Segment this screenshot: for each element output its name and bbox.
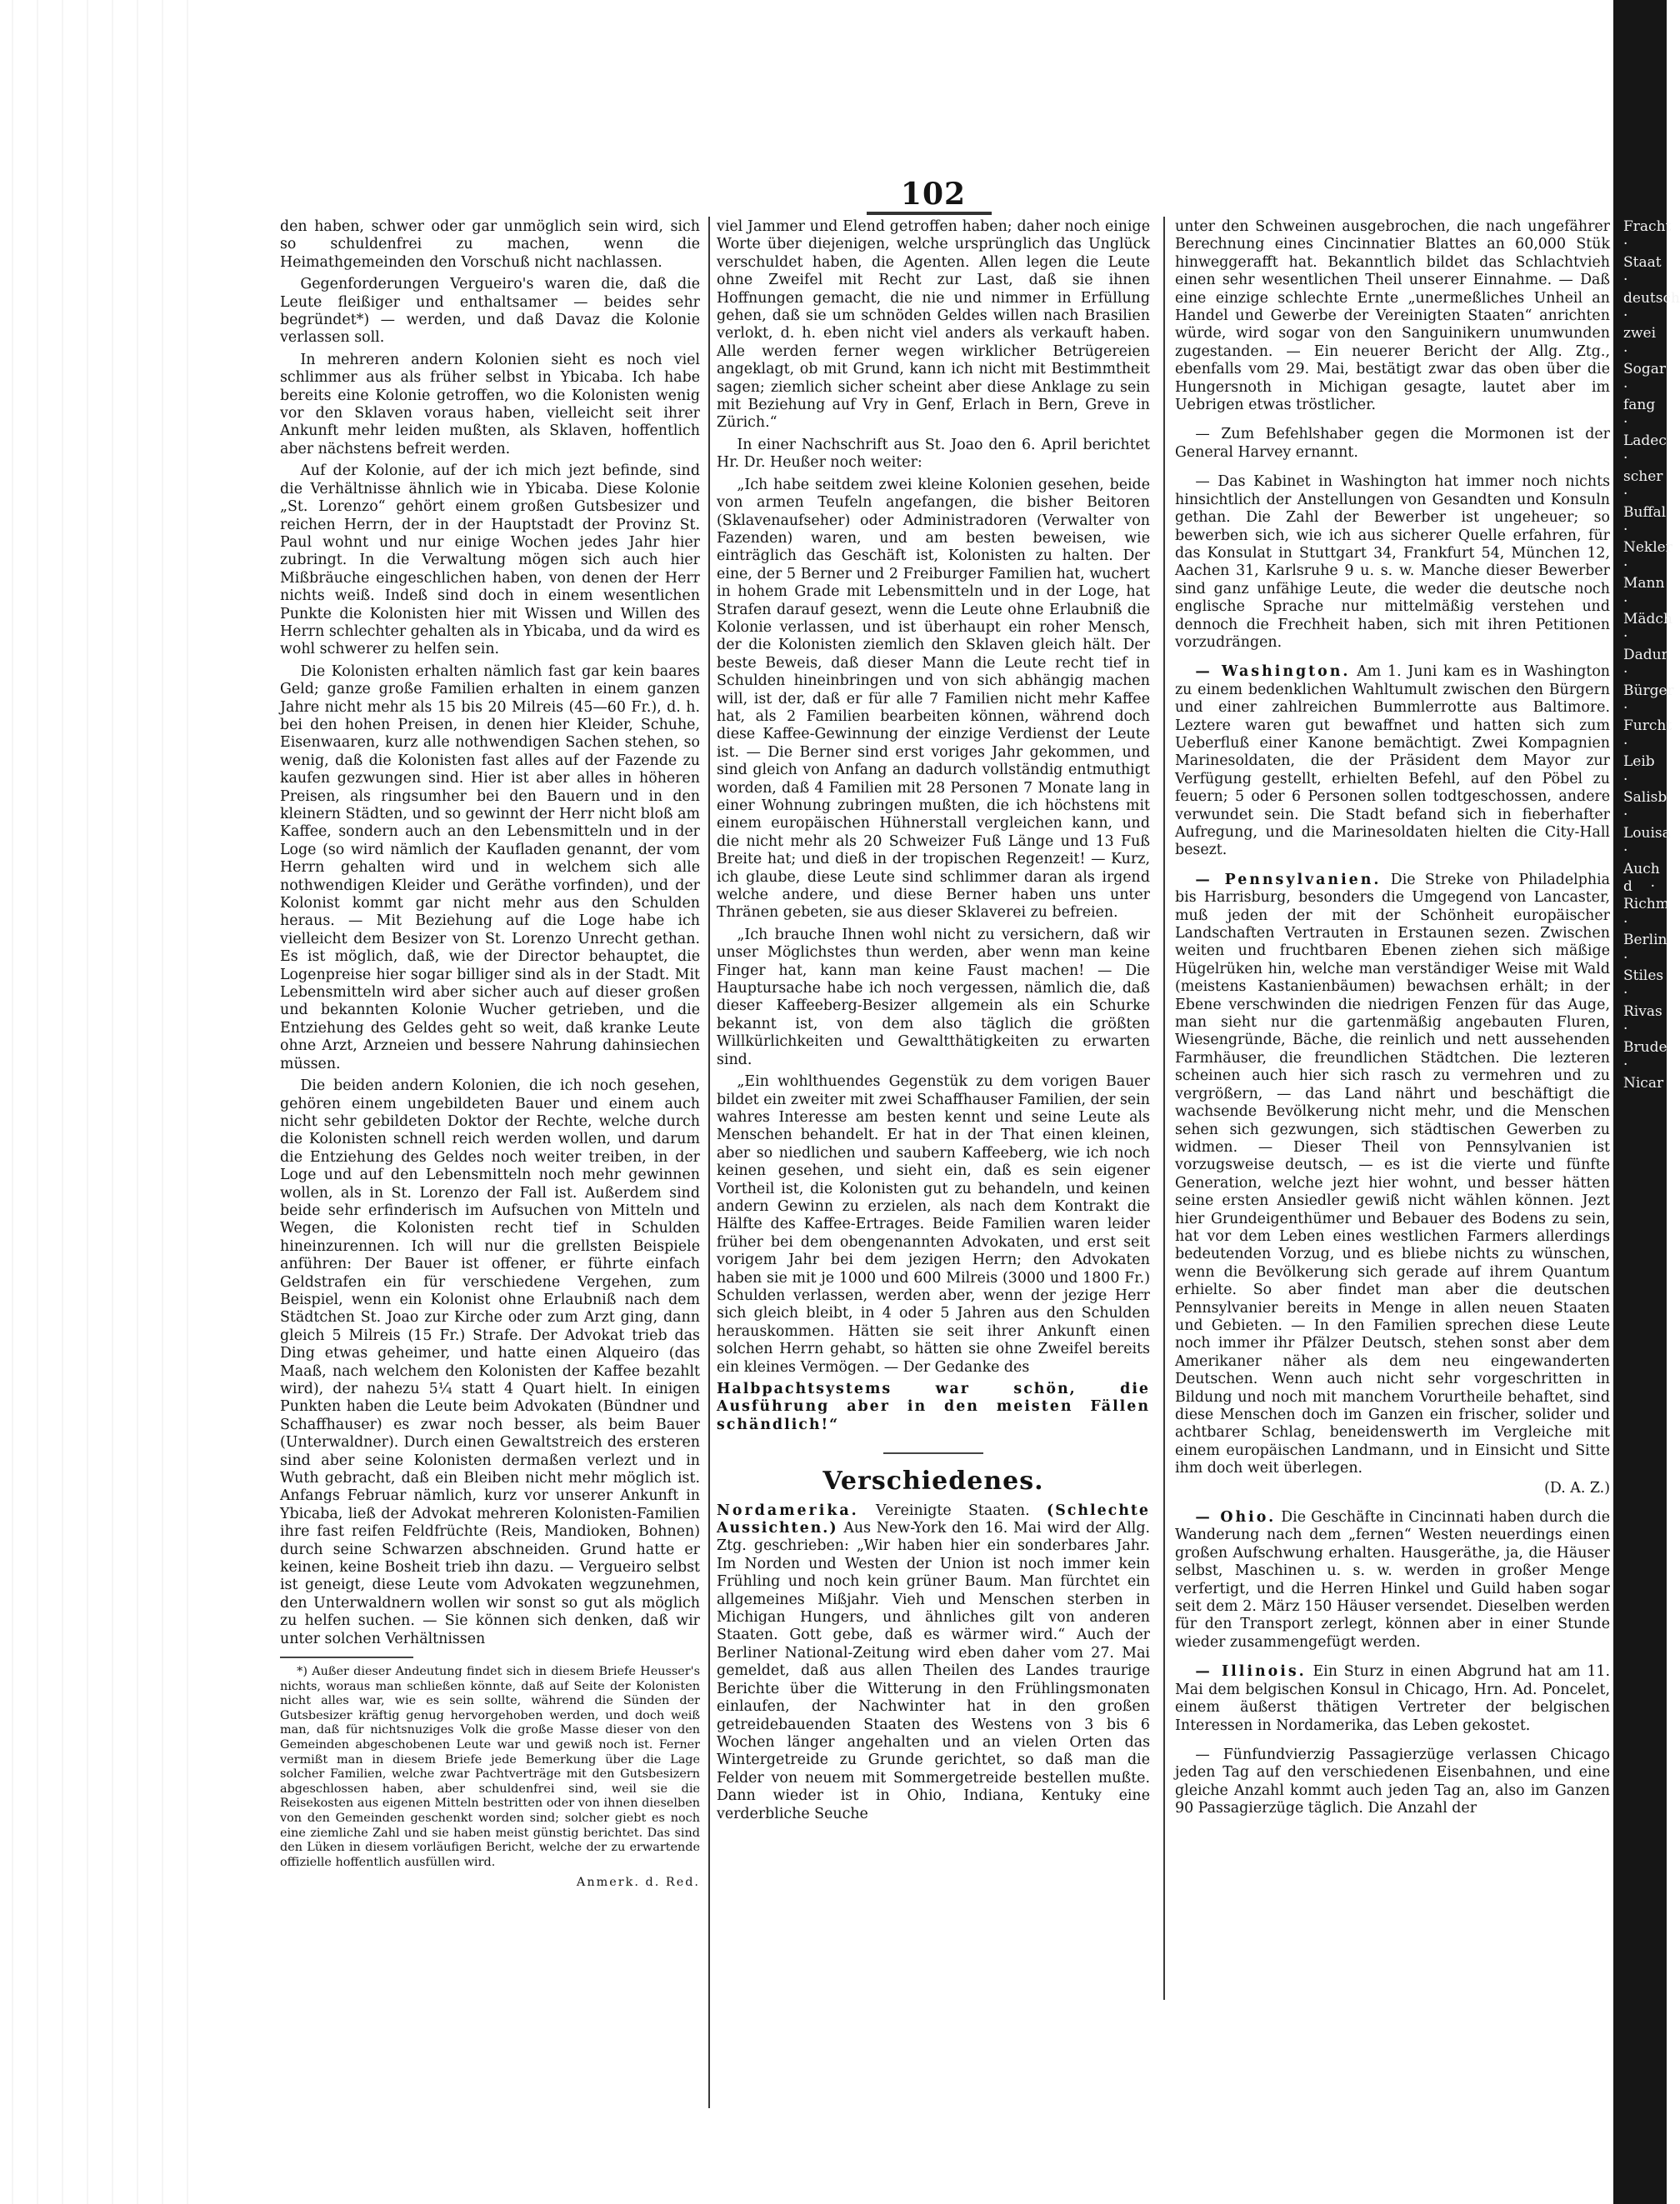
column-1 [280,218,700,2118]
news-subplace: Vereinigte Staaten. [876,1502,1030,1519]
news-item-washington [1175,663,1610,859]
news-text: Die Geschäfte in Cincinnati haben durch die Wanderung nach dem „fernen“ Westen neuerdings einen großen Aufschwung erhalten. Hausgeräthe, ja, die Häuser selbst, Maschinen u. s. w. werden in großer Menge verfertigt, und die Herren Hinkel und Guild haben sogar seit dem 2. März 150 Häuser versendet. Dieselben werden für den Transport zerlegt, können aber in einer Stunde wieder zusammengefügt werden. [1175,1509,1610,1651]
news-place: — Ohio. [1195,1509,1277,1527]
column-1-paragraph: Auf der Kolonie, auf der ich mich jezt befinde, sind die Verhältnisse ähnlich wie in Ybicaba. Diese Kolonie „St. Lorenzo“ gehört einem großen Gutsbesizer und reichen Herrn, der in der Hauptstadt der Provinz St. Paul wohnt und nur einige Wochen jedes Jahr hier zubringt. In die Verwaltung mögen sich auch hier Mißbräuche eingeschlichen haben, von denen der Herr nichts weiß. Indeß sind doch in einem wesentlichen Punkte die Kolonisten hier mit Wissen und Willen des Herrn schlechter gehalten als in Ybicaba, und da wird es wohl schwerer zu helfen sein. [280,462,700,658]
column-1-paragraph: Die beiden andern Kolonien, die ich noch gesehen, gehören einem ungebildeten Bauer und einem auch nicht sehr gebildeten Doktor der Rechte, welche durch die Kolonisten schnell reich werden wollen, und darum die Entziehung des Geldes noch weiter treiben, in der Loge und auf den Lebensmitteln noch mehr gewinnen wollen, als in St. Lorenzo der Fall ist. Außerdem sind beide sehr erfinderisch im Aufsuchen von Mitteln und Wegen, die Kolonisten recht tief in Schulden hineinzurennen. Ich will nur die grellsten Beispiele anführen: Der Bauer ist offener, er führte einfach Geldstrafen ein für verschiedene Vergehen, zum Beispiel, wenn ein Kolonist ohne Erlaubniß nach dem Städtchen St. Joao zur Kirche oder zum Arzt ging, dann gleich 5 Milreis (15 Fr.) Strafe. Der Advokat trieb das Ding etwas geheimer, und hatte einen Alqueiro (das Maaß, nach welchem den Kolonisten der Kaffee bezahlt wird), der nahezu 5¼ statt 4 Quart hielt. In einigen Punkten haben die Leute beim Advokaten (Bündner und Schaffhauser) es zwar noch besser, als beim Bauer (Unterwaldner). Durch einen Gewaltstreich des ersteren sind aber seine Kolonisten dermaßen verlezt und in Wuth gebracht, daß ein Bleiben nicht mehr möglich ist. Anfangs Februar nämlich, kurz vor unserer Ankunft in Ybicaba, ließ der Advokat mehreren Kolonisten-Familien ihre fast reifen Feldfrüchte (Reis, Mandioken, Bohnen) durch seine Schwarzen abschneiden. Grund hatte er keinen, keine Bosheit trieb ihn dazu. — Vergueiro selbst ist geneigt, diese Leute vom Advokaten wegzunehmen, den Unterwaldnern wollen wir sonst so gut als möglich zu helfen suchen. — Sie können sich denken, daß wir unter solchen Verhältnissen [280,1077,700,1647]
news-place: — Illinois. [1195,1663,1307,1681]
column-3-paragraph: — Das Kabinet in Washington hat immer noch nichts hinsichtlich der Anstellungen von Gesandten und Konsuln gethan. Die Zahl der Bewerber ist ungeheuer; so bewerben sich, wie ich aus sicherer Quelle erfahren, für das Konsulat in Stuttgart 34, Frankfurt 54, München 12, Aachen 31, Karlsruhe 9 u. s. w. Manche dieser Bewerber sind ganz unfähige Leute, die weder die deutsche noch englische Sprache nur mittelmäßig verstehen und dennoch die Frechheit haben, sich mit ihren Petitionen vorzudrängen. [1175,473,1610,651]
news-place: — Washington. [1195,663,1351,681]
section-rule [883,1452,983,1454]
column-1-paragraph: In mehreren andern Kolonien sieht es noch viel schlimmer aus als früher selbst in Ybicaba. Ich habe bereits eine Kolonie getroffen, wo die Kolonisten wenig vor den Sklaven voraus haben, vielleicht seit ihrer Ankunft mehr leiden mußten, als Sklaven, hoffentlich aber nächstens befreit werden. [280,351,700,457]
column-1-paragraph: Gegenforderungen Vergueiro's waren die, daß die Leute fleißiger und enthaltsamer — beides sehr begründet*) — werden, und daß Davaz die Kolonie verlassen soll. [280,276,700,347]
column-divider-1 [708,217,710,2108]
column-2-paragraph: „Ich habe seitdem zwei kleine Kolonien gesehen, beide von armen Teufeln angefangen, die bisher Beitoren (Sklavenaufseher) oder Administradoren (Verwalter von Fazenden) waren, und am besten beweisen, wie einträglich das Geschäft ist, Kolonisten zu halten. Der eine, der 5 Berner und 2 Freiburger Familien hat, wuchert in hohem Grade mit Lebensmitteln und in der Loge, hat Strafen darauf gesezt, wenn die Leute ohne Erlaubniß die Kolonie verlassen, und ist überhaupt ein roher Mensch, der die Kolonisten ziemlich den Sklaven gleich hält. Der beste Beweis, daß dieser Mann die Leute recht tief in Schulden hineinbringen und von sich abhängig machen will, ist der, daß er für alle 7 Familien nicht mehr Kaffee hat, als 2 Familien bearbeiten können, während doch diese Kaffee-Gewinnung der einzige Verdienst der Leute ist. — Die Berner sind erst voriges Jahr gekommen, und sind gleich von Anfang an dadurch vollständig entmuthigt worden, daß 4 Familien mit 28 Personen 7 Monate lang in einer Wohnung zubringen mußten, die ich höchstens mit einem europäischen Hühnerstall vergleichen kann, und die nicht mehr als 20 Schweizer Fuß Länge und 13 Fuß Breite hat; und dieß in der tropischen Regenzeit! — Kurz, ich glaube, diese Leute sind schlimmer daran als irgend welche andere, und diese Berner haben uns unter Thränen gebeten, sie aus dieser Sklaverei zu befreien. [717,476,1150,922]
column-2-spaced-text: Halbpachtsystems war schön, die Ausführung aber in den meisten Fällen schändlich!“ [717,1381,1150,1433]
column-divider-2 [1163,217,1165,2000]
column-1-paragraph: den haben, schwer oder gar unmöglich sein wird, sich so schuldenfrei zu machen, wenn die Heimathgemeinden den Vorschuß nicht nachlassen. [280,218,700,271]
page-number-rule [867,212,992,215]
news-text: Die Streke von Philadelphia bis Harrisburg, besonders die Umgegend von Lancaster, muß jeden der mit der Schönheit europäischer Landschaften Vertrauten in Erstaunen sezen. Zwischen weiten und fruchtbaren Ebenen ziehen sich mäßige Hügelrüken hin, welche man verständiger Weise mit Wald (meistens Kastanienbäumen) bewachsen erhält; in der Ebene verschwinden die niedrigen Fenzen für das Auge, man sieht nur die gartenmäßig angebauten Fluren, Wiesengründe, Bäche, die reinlich und nett aussehenden Farmhäuser, die freundlichen Städtchen. Die lezteren scheinen auch hier sich rasch zu vermehren und zu vergrößern, — das Land nährt und beschäftigt die wachsende Bevölkerung nicht mehr, und die Menschen sehen sich gezwungen, sich städtischen Gewerben zu widmen. — Dieser Theil von Pennsylvanien ist vorzugsweise deutsch, — es ist die vierte und fünfte Generation, welche jezt hier wohnt, und besser hätten seine ersten Ansiedler gewiß nicht wählen können. Jezt hier Grundeigenthümer und Bebauer des Bodens zu sein, hat vor dem Leben eines westlichen Farmers allerdings bedeutenden Vorzug, und es bliebe nichts zu wünschen, wenn die Bevölkerung sich gerade auf ihrem Quantum erhielte. So aber findet man aber die deutschen Pennsylvanier bereits in Menge in allen neuen Staaten und Gebieten. — In den Familien sprechen diese Leute noch immer ihr Pfälzer Deutsch, stehen sonst aber dem Amerikaner näher als dem neu eingewanderten Deutschen. Wenn auch nicht sehr vorgeschritten in Bildung und noch mit manchem Vorurtheile behaftet, sind diese Menschen doch im Ganzen ein frischer, solider und achtbarer Schlag, beneidenswerth im Vergleiche mit einem europäischen Landmann, und in Einsicht und Sitte ihm doch weit überlegen. [1175,871,1611,1477]
section-heading: Verschiedenes. [822,1467,1044,1497]
column-2-paragraph: „Ein wohlthuendes Gegenstük zu dem vorigen Bauer bildet ein zweiter mit zwei Schaffhauser Familien, der sein wahres Interesse am besten kennt und seine Leute als Menschen behandelt. Er hat in der That einen kleinen, aber so niedlichen und saubern Kaffeeberg, wie ich noch keinen gesehen, und sieht ein, daß es sein eigener Vortheil ist, die Kolonisten gut zu behandeln, und keinen andern Gewinn zu erzielen, als nach dem Kontrakt die Hälfte des Kaffee-Ertrages. Beide Familien waren leider früher bei dem obengenannten Advokaten, und erst seit vorigem Jahr bei dem jezigen Herrn; den Advokaten haben sie mit je 1000 und 600 Milreis (3000 und 1800 Fr.) Schulden verlassen, werden aber, wenn der jezige Herr sich gleich bleibt, in 4 oder 5 Jahren aus den Schulden herauskommen. Hätten sie seit ihrer Ankunft einen solchen Herrn gehabt, so hätten sie ohne Zweifel bereits ein kleines Vermögen. — Der Gedanke des [717,1073,1150,1376]
column-3 [1175,218,1610,1993]
news-item-nordamerika [717,1502,1150,1823]
news-text: Aus New-York den 16. Mai wird der Allg. Ztg. geschrieben: „Wir haben hier ein sonderbares Jahr. Im Norden und Westen der Union ist noch immer kein Frühling und noch kein grüner Baum. Man fürchtet ein allgemeines Mißjahr. Vieh und Menschen sterben in Michigan Hungers, und ähnliches gilt von anderen Staaten. Gott gebe, daß es wärmer wird.“ Auch der Berliner National-Zeitung wird eben daher vom 27. Mai gemeldet, daß aus allen Theilen des Landes traurige Berichte über die Witterung in den Frühlingsmonaten einlaufen, der Nachwinter hat in den großen getreidebauenden Staaten des Westens von 3 bis 6 Wochen länger angehalten und an vielen Orten das Wintergetreide zu Grunde gerichtet, so daß man die Felder von neuem mit Sommergetreide bestellen mußte. Dann wieder ist in Ohio, Indiana, Kentuky eine verderbliche Seuche [717,1520,1150,1822]
news-item-illinois [1175,1663,1610,1735]
column-2-paragraph: In einer Nachschrift aus St. Joao den 6. April berichtet Hr. Dr. Heußer noch weiter: [717,436,1150,472]
column-2 [717,218,1150,2018]
scan-edge-left [0,0,200,2204]
column-2-paragraph: „Ich brauche Ihnen wohl nicht zu versichern, daß wir unser Möglichstes thun werden, aber wenn man keine Finger hat, kann man keine Faust machen! — Die Hauptursache habe ich noch vergessen, nämlich die, daß dieser Kaffeeberg-Besizer allgemein als ein Schurke bekannt ist, von dem also täglich die größten Willkürlichkeiten und Gewaltthätigkeiten zu erwarten sind. [717,926,1150,1068]
page-number: 102 [900,177,967,212]
column-3-paragraph: unter den Schweinen ausgebrochen, die nach ungefährer Berechnung eines Cincinnatier Blattes an 60,000 Stük hinweggerafft hat. Bekanntlich bildet das Schlachtvieh einen sehr wesentlichen Theil unserer Einnahme. — Daß eine einzige schlechte Ernte „unermeßliches Unheil an Handel und Gewerbe der Vereinigten Staaten“ anrichten würde, wird sogar von den Sanguinikern unumwunden zugestanden. — Ein neuerer Bericht der Allg. Ztg., ebenfalls vom 29. Mai, bestätigt zwar das oben über die Hungersnoth in Michigan gesagte, lautet aber im Uebrigen etwas tröstlicher. [1175,218,1610,414]
column-4-fragments: Fracht · Staat · deutsch · zwei · Sogar · fang · Ladec · scher · Buffal · Nekler · Mann · Mädch · Dadur · Bürger · Furcht · Leib · Salisb · Louisa · Auch d · Richm · Berlin · Stiles · Rivas · Brude · Nicar [1623,218,1680,1092]
news-text: Ein Sturz in einen Abgrund hat am 11. Mai dem belgischen Konsul in Chicago, Hrn. Ad. Poncelet, einem äußerst thätigen Vertreter der belgischen Interessen in Nordamerika, das Leben gekostet. [1175,1663,1610,1734]
column-1-paragraph: Die Kolonisten erhalten nämlich fast gar kein baares Geld; ganze große Familien erhalten in einem ganzen Jahre nicht mehr als 15 bis 20 Milreis (45—60 Fr.), d. h. bei den hohen Preisen, in denen hier Kleider, Schuhe, Eisenwaaren, kurz alle nothwendigen Sachen stehen, so wenig, daß die Kolonisten fast alles auf der Fazende zu kaufen gezwungen sind. Hier ist aber alles in höheren Preisen, als ringsumher bei den Bauern und in den kleinern Städten, und so gewinnt der Herr nicht bloß am Kaffee, sondern auch an den Lebensmitteln und in der Loge (so wird nämlich der Kaufladen genannt, der vom Herrn gehalten wird und in welchem sich alle nothwendigen Kleider und Geräthe vorfinden), und der Kolonist kommt gar nicht mehr aus den Schulden heraus. — Mit Beziehung auf die Loge habe ich vielleicht dem Besizer von St. Lorenzo Unrecht gethan. Es ist möglich, daß, wie der Director behauptet, die Logenpreise hier sogar billiger sind als in der Stadt. Mit Lebensmitteln wird aber sicher auch auf dieser großen und bekannten Kolonie Wucher getrieben, und die Entziehung des Geldes geht so weit, daß kranke Leute ohne Arzt, Arzneien und bessere Nahrung dahinsiechen müssen. [280,662,700,1072]
news-place: Nordamerika. [717,1502,859,1519]
column-2-paragraph: viel Jammer und Elend getroffen haben; daher noch einige Worte über diejenigen, welche ursprünglich das Unglück verschuldet haben, die Agenten. Allen legen die Leute ohne Zweifel mit Recht zur Last, daß sie ihnen Hoffnungen gemacht, die nie und nimmer in Erfüllung gehen, daß sie um schnöden Geldes willen nach Brasilien verlokt, d. h. eben nicht viel anders als verkauft haben. Alle werden ferner wegen wirklicher Betrügereien angeklagt, ob mit Grund, kann ich nicht mit Bestimmtheit sagen; ziemlich sicher scheint aber diese Anklage zu sein mit Beziehung auf Vry in Genf, Erlach in Bern, Greve in Zürich.“ [717,218,1150,432]
footnote: *) Außer dieser Andeutung findet sich in diesem Briefe Heusser's nichts, woraus man schließen könnte, daß auf Seite der Kolonisten nicht alles war, wie es sein sollte, während die Sünden der Gutsbesizer kräftig genug hervorgehoben werden, und doch weiß man, daß für nichtsnuziges Volk die große Masse dieser von den Gemeinden abgeschobenen Leute war und gewiß noch ist. Ferner vermißt man in diesem Briefe jede Bemerkung über die Lage solcher Familien, welche zwar Pachtverträge mit den Gutsbesizern abgeschlossen haben, aber schuldenfrei sind, weil sie die Reisekosten aus eigenen Mitteln bestritten oder von ihnen dieselben von den Gemeinden geschenkt worden sind; solcher giebt es noch eine ziemliche Zahl und sie haben meist günstig berichtet. Das sind den Lüken in diesem vorläufigen Bericht, welche der zu erwartende offizielle hoffentlich ausfüllen wird. [280,1665,700,1869]
footnote-signature: Anmerk. d. Red. [576,1876,700,1890]
footnote-rule [280,1657,413,1658]
news-item-pennsylvanien [1175,872,1610,1497]
column-3-paragraph: — Zum Befehlshaber gegen die Mormonen ist der General Harvey ernannt. [1175,426,1610,461]
column-3-paragraph: — Fünfundvierzig Passagierzüge verlassen Chicago jeden Tag auf den verschiedenen Eisenbahnen, und eine gleiche Anzahl kommt auch jeden Tag an, also im Ganzen 90 Passagierzüge täglich. Die Anzahl der [1175,1746,1610,1817]
news-source: (D. A. Z.) [1544,1479,1610,1497]
news-item-ohio [1175,1509,1610,1652]
news-place: — Pennsylvanien. [1195,871,1382,888]
news-title: (Schlechte Aussichten.) [717,1502,1150,1537]
news-text: Am 1. Juni kam es in Washington zu einem bedenklichen Wahltumult zwischen den Bürgern und einer zahlreichen Bummlerrotte aus Baltimore. Leztere waren gut bewaffnet und hatten sich zum Ueberfluß einer Kanone bemächtigt. Zwei Kompagnien Marinesoldaten, die der Präsident dem Mayor zur Verfügung gestellt, erhielten Befehl, auf den Pöbel zu feuern; 5 oder 6 Personen sollen todtgeschossen, andere verwundet sein. Die Stadt befand sich in fieberhafter Aufregung, und die Marinesoldaten hielten die City-Hall besezt. [1175,663,1611,859]
